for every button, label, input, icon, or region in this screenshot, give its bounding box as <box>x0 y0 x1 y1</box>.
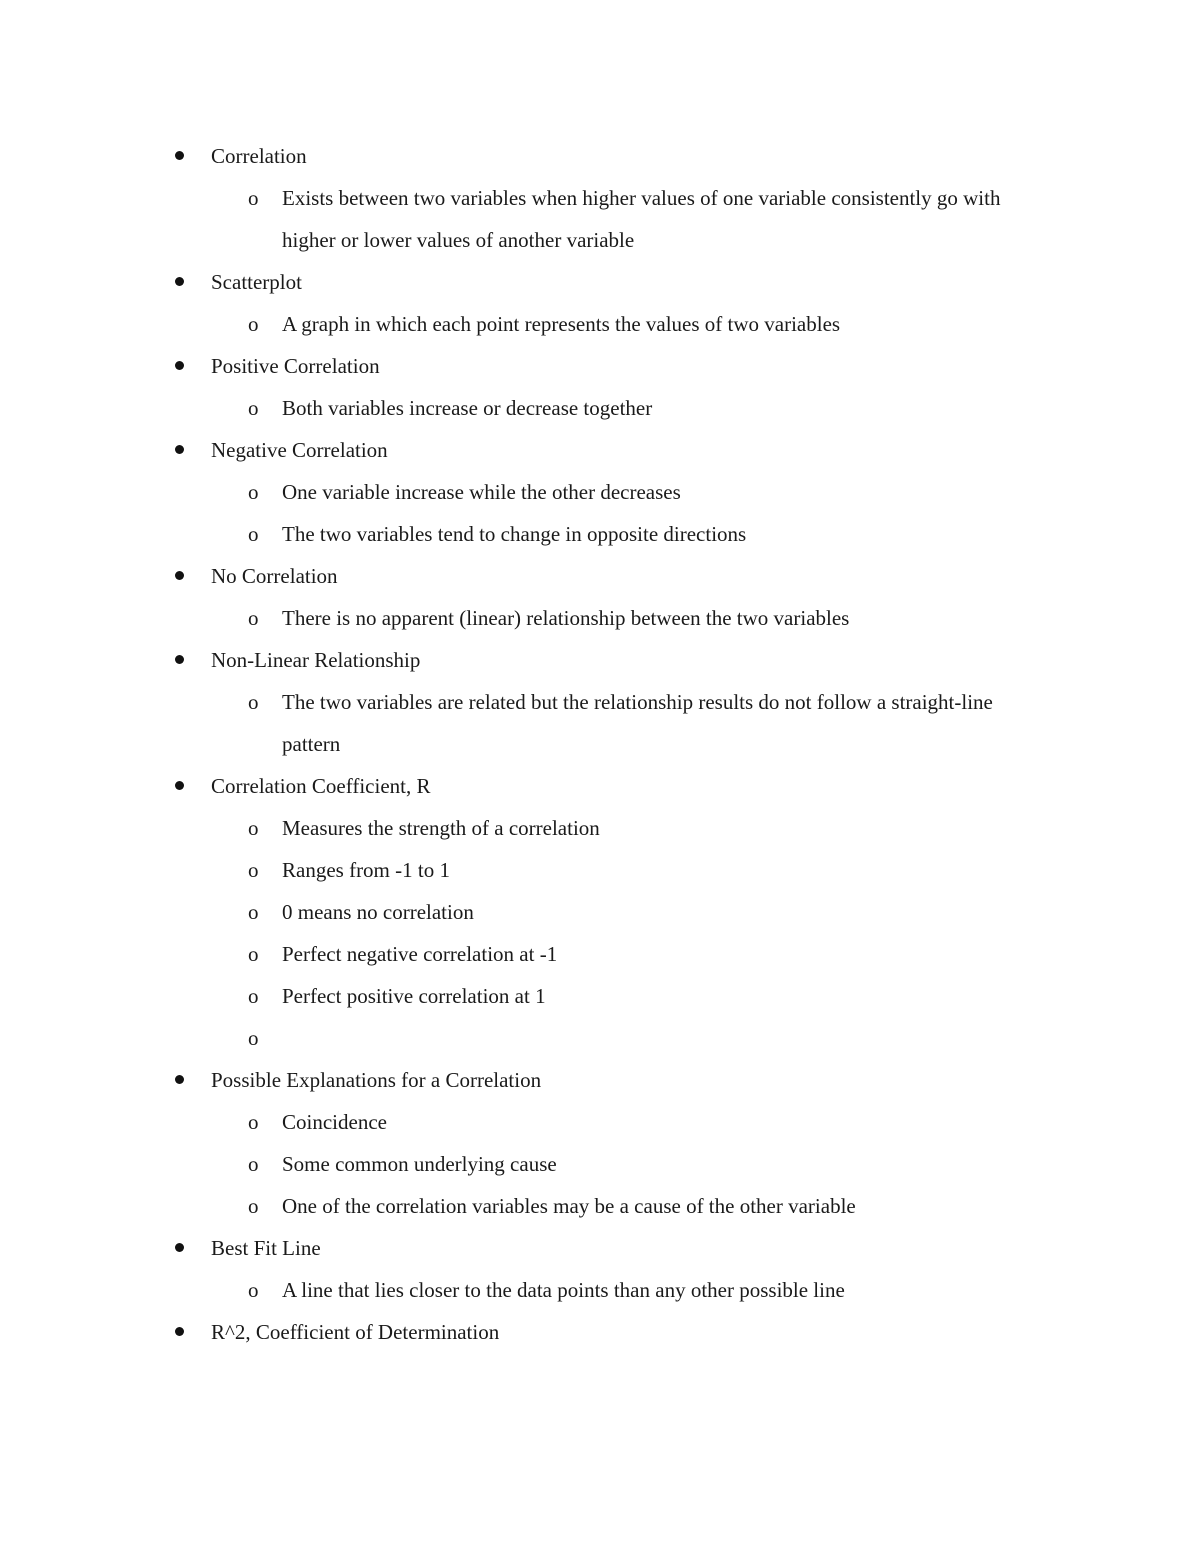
outline-item-label: Negative Correlation <box>211 438 388 462</box>
sub-item <box>211 1101 1052 1143</box>
sub-item <box>211 387 1052 429</box>
outline-item <box>0 345 1200 429</box>
hollow-circle-bullet-icon: o <box>248 606 259 630</box>
outline-item-label: Correlation Coefficient, R <box>211 774 431 798</box>
sub-item <box>211 177 1052 261</box>
filled-bullet-icon <box>175 571 184 580</box>
sub-list <box>211 1269 1200 1311</box>
outline-item-label: Scatterplot <box>211 270 302 294</box>
sub-item-text: Both variables increase or decrease together <box>282 396 653 420</box>
hollow-circle-bullet-icon: o <box>248 816 259 840</box>
outline-item <box>0 261 1200 345</box>
sub-item <box>211 1185 1052 1227</box>
sub-item <box>211 597 1052 639</box>
sub-item <box>211 513 1052 555</box>
outline-item <box>0 135 1200 261</box>
sub-item-text: One of the correlation variables may be a cause of the other variable <box>282 1194 856 1218</box>
hollow-circle-bullet-icon: o <box>248 942 259 966</box>
outline-item <box>0 1059 1200 1227</box>
outline-item <box>0 1227 1200 1311</box>
hollow-circle-bullet-icon: o <box>248 186 259 210</box>
hollow-circle-bullet-icon: o <box>248 396 259 420</box>
outline-item-label: No Correlation <box>211 564 338 588</box>
filled-bullet-icon <box>175 1327 184 1336</box>
sub-item-text: Measures the strength of a correlation <box>282 816 600 840</box>
outline-item <box>0 765 1200 1059</box>
sub-list <box>211 1101 1200 1227</box>
filled-bullet-icon <box>175 1243 184 1252</box>
filled-bullet-icon <box>175 655 184 664</box>
outline-item-label: Positive Correlation <box>211 354 380 378</box>
sub-item <box>211 1143 1052 1185</box>
filled-bullet-icon <box>175 1075 184 1084</box>
hollow-circle-bullet-icon: o <box>248 1194 259 1218</box>
hollow-circle-bullet-icon: o <box>248 312 259 336</box>
sub-list <box>211 177 1200 261</box>
outline-item <box>0 1311 1200 1353</box>
filled-bullet-icon <box>175 445 184 454</box>
outline-item-label: Non-Linear Relationship <box>211 648 421 672</box>
hollow-circle-bullet-icon: o <box>248 690 259 714</box>
hollow-circle-bullet-icon: o <box>248 1026 259 1050</box>
sub-item <box>211 1269 1052 1311</box>
hollow-circle-bullet-icon: o <box>248 522 259 546</box>
outline-item-label: Best Fit Line <box>211 1236 321 1260</box>
outline-item-label: R^2, Coefficient of Determination <box>211 1320 500 1344</box>
sub-item <box>211 807 1052 849</box>
outline-item-label: Correlation <box>211 144 307 168</box>
sub-list <box>211 597 1200 639</box>
sub-item <box>211 303 1052 345</box>
hollow-circle-bullet-icon: o <box>248 858 259 882</box>
filled-bullet-icon <box>175 151 184 160</box>
sub-list <box>211 471 1200 555</box>
outline-item <box>0 639 1200 765</box>
sub-item <box>211 1017 1052 1059</box>
sub-item-text: Exists between two variables when higher values of one variable consistently go with higher or lower values of another variable <box>282 186 1001 252</box>
sub-item-text: A graph in which each point represents the values of two variables <box>282 312 841 336</box>
sub-item <box>211 681 1052 765</box>
sub-item-text: A line that lies closer to the data points than any other possible line <box>282 1278 845 1302</box>
sub-item-text: Coincidence <box>282 1110 387 1134</box>
bullet-outline <box>0 135 1200 1353</box>
sub-list <box>211 303 1200 345</box>
outline-item-label: Possible Explanations for a Correlation <box>211 1068 542 1092</box>
sub-list <box>211 387 1200 429</box>
hollow-circle-bullet-icon: o <box>248 984 259 1008</box>
sub-list <box>211 807 1200 1059</box>
outline-item <box>0 555 1200 639</box>
sub-item-text: Perfect positive correlation at 1 <box>282 984 546 1008</box>
sub-item <box>211 933 1052 975</box>
sub-item <box>211 849 1052 891</box>
hollow-circle-bullet-icon: o <box>248 480 259 504</box>
sub-item <box>211 891 1052 933</box>
sub-list <box>211 681 1200 765</box>
outline-item <box>0 429 1200 555</box>
sub-item <box>211 975 1052 1017</box>
hollow-circle-bullet-icon: o <box>248 1110 259 1134</box>
sub-item-text: Ranges from -1 to 1 <box>282 858 450 882</box>
sub-item-text: 0 means no correlation <box>282 900 474 924</box>
sub-item <box>211 471 1052 513</box>
sub-item-text <box>282 1026 287 1050</box>
filled-bullet-icon <box>175 361 184 370</box>
filled-bullet-icon <box>175 277 184 286</box>
sub-item-text: Some common underlying cause <box>282 1152 557 1176</box>
sub-item-text: Perfect negative correlation at -1 <box>282 942 558 966</box>
sub-item-text: The two variables are related but the relationship results do not follow a straight-line pattern <box>282 690 993 756</box>
sub-item-text: There is no apparent (linear) relationship between the two variables <box>282 606 850 630</box>
hollow-circle-bullet-icon: o <box>248 900 259 924</box>
sub-item-text: The two variables tend to change in opposite directions <box>282 522 747 546</box>
filled-bullet-icon <box>175 781 184 790</box>
hollow-circle-bullet-icon: o <box>248 1152 259 1176</box>
hollow-circle-bullet-icon: o <box>248 1278 259 1302</box>
sub-item-text: One variable increase while the other decreases <box>282 480 681 504</box>
